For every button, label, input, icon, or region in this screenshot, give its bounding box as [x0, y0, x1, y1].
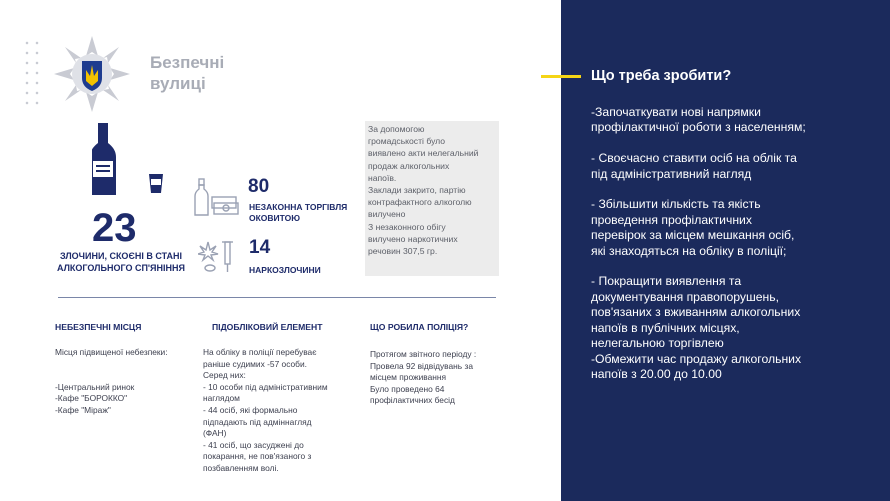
right-panel-text: -Започаткувати нові напрямки профілактичної роботи з населенням; - Своєчасно ставити осіб на облік та під адміністративний нагляд - Збільшити кількість та якість проведення профілактичних перевірок за місцем мешкання осіб, які знаходяться на обліку в поліції; - Покращити виявлення та документування правопорушень, пов'язаних з вживанням алкогольних напоїв в публічних місцях, нелегальною торгівлею -Обмежити час продажу алкогольних напоїв з 20.00 до 10.00: [591, 105, 806, 381]
dangerous-places-heading: НЕБЕЗПЕЧНІ МІСЦЯ: [55, 322, 142, 332]
registered-persons-heading: ПІДОБЛІКОВИЙ ЕЛЕМЕНТ: [212, 322, 323, 332]
right-panel-title: Що треба зробити?: [591, 68, 732, 84]
illegal-trade-label: НЕЗАКОННА ТОРГІВЛЯ ОКОВИТОЮ: [249, 202, 348, 223]
illegal-trade-count: 80: [248, 176, 270, 197]
alcohol-bottle-icon: [92, 123, 166, 198]
police-emblem-icon: [52, 34, 132, 114]
crimes-label: ЗЛОЧИНИ, СКОЄНІ В СТАНІ АЛКОГОЛЬНОГО СП'ЯНІННЯ: [57, 251, 185, 273]
page-title: Безпечні вулиці: [150, 53, 225, 93]
section-divider: [58, 297, 496, 298]
drugs-icon: [198, 238, 238, 274]
police-actions-heading: ЩО РОБИЛА ПОЛІЦІЯ?: [370, 322, 469, 332]
registered-persons-text: На обліку в поліції перебуває раніше судимих -57 особи. Серед них: - 10 особи під адміністративним наглядом - 44 осіб, які формально підпадають під адміннагляд (ФАН) - 41 осіб, що засуджені до покарання, не пов'язаного з позбавленням волі.: [203, 347, 328, 473]
bottle-money-icon: [193, 177, 239, 217]
police-actions-text: Протягом звітного періоду : Провела 92 відвідувань за місцем проживання Було проведено 64 профілактичних бесід: [370, 349, 477, 406]
accent-bar: [541, 75, 581, 78]
crimes-count: 23: [92, 206, 137, 250]
dangerous-places-text: Місця підвищеної небезпеки: -Центральний ринок -Кафе "БОРОККО" -Кафе "Міраж": [55, 347, 168, 415]
drug-crimes-count: 14: [249, 237, 271, 258]
drug-crimes-label: НАРКОЗЛОЧИНИ: [249, 265, 321, 275]
decorative-dots: [22, 38, 44, 108]
info-box-text: За допомогою громадськості було виявлено акти нелегальний продаж алкогольних напоїв. Заклади закрито, партію контрафактного алкоголю вилучено З незаконного обігу вилучено наркотичних речовин 307,5 гр.: [368, 124, 479, 257]
